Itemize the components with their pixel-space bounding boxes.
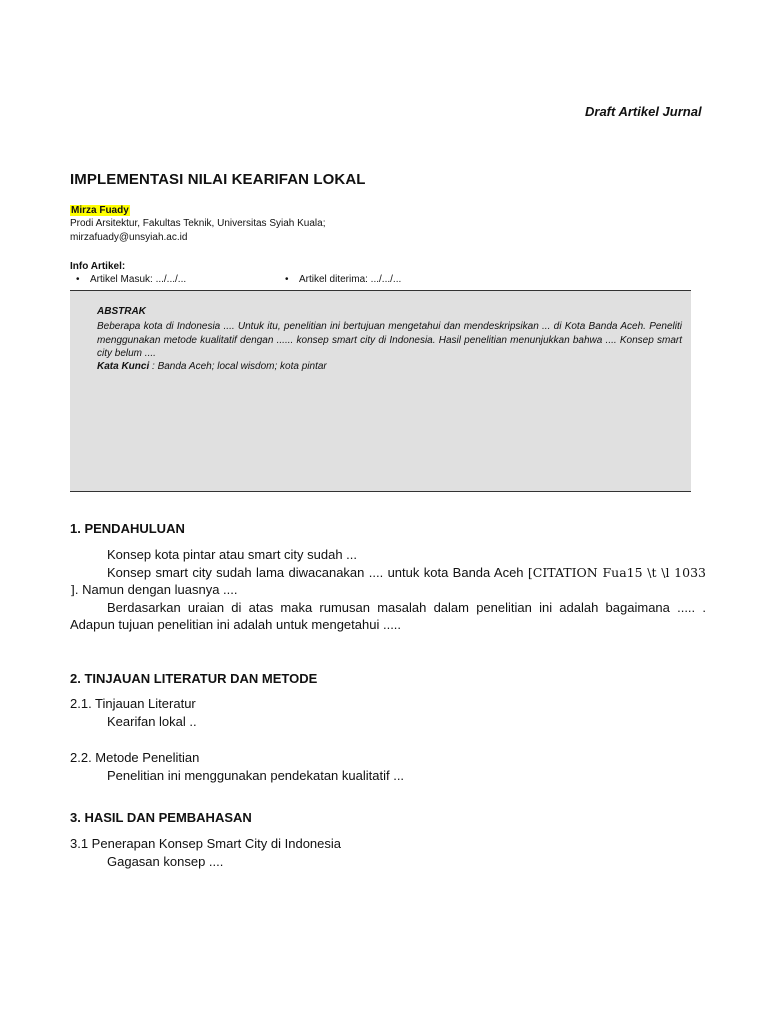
subsection-3-1-heading: 3.1 Penerapan Konsep Smart City di Indonesia <box>70 836 342 851</box>
bullet-icon: • <box>285 274 289 285</box>
paragraph-text: Konsep smart city sudah lama diwacanakan .... untuk kota Banda Aceh <box>107 564 528 580</box>
author-email: mirzafuady@unsyiah.ac.id <box>70 232 188 243</box>
info-item-text: Artikel diterima: .../.../... <box>299 274 402 285</box>
author-name: Mirza Fuady <box>71 205 129 216</box>
article-title: IMPLEMENTASI NILAI KEARIFAN LOKAL <box>70 171 366 188</box>
info-item-accepted <box>285 274 401 285</box>
bullet-icon: • <box>76 274 80 285</box>
keywords <box>97 361 327 372</box>
info-item-submitted <box>76 274 186 285</box>
paragraph: Berdasarkan uraian di atas maka rumusan masalah dalam penelitian ini adalah bagaimana ..... . Adapun tujuan penelitian ini adalah untuk mengetahui ..... <box>70 599 706 632</box>
keywords-label: Kata Kunci <box>97 361 150 372</box>
subsection-2-2-heading: 2.2. Metode Penelitian <box>70 750 200 765</box>
keywords-separator: : <box>149 361 158 372</box>
abstract-text: Beberapa kota di Indonesia .... Untuk itu, penelitian ini bertujuan mengetahui dan mendeskripsikan ... di Kota Banda Aceh. Peneliti menggunakan metode kualitatif dengan ...... konsep smart city di Indonesia. Hasil penelitian menunjukkan bahwa .... Konsep smart city belum .... <box>97 321 682 359</box>
section-3-heading: 3. HASIL DAN PEMBAHASAN <box>70 810 252 825</box>
section-1-heading: 1. PENDAHULUAN <box>70 521 185 536</box>
author-affiliation: Prodi Arsitektur, Fakultas Teknik, Universitas Syiah Kuala; <box>70 218 326 229</box>
subsection-2-1-text: Kearifan lokal .. <box>107 714 197 729</box>
info-item-text: Artikel Masuk: .../.../... <box>90 274 187 285</box>
info-label: Info Artikel: <box>70 261 126 272</box>
subsection-2-2-text: Penelitian ini menggunakan pendekatan kualitatif ... <box>107 768 405 783</box>
section-1-body <box>70 546 706 634</box>
subsection-2-1-heading: 2.1. Tinjauan Literatur <box>70 696 196 711</box>
abstract-box <box>70 290 691 492</box>
draft-label: Draft Artikel Jurnal <box>585 104 702 119</box>
paragraph: Konsep kota pintar atau smart city sudah ... <box>107 547 358 562</box>
citation-field: [CITATION Fua15 \t \l 1033 ] <box>70 564 706 597</box>
keywords-values: Banda Aceh; local wisdom; kota pintar <box>157 361 327 372</box>
subsection-3-1-text: Gagasan konsep .... <box>107 854 224 869</box>
abstract-heading: ABSTRAK <box>97 306 146 317</box>
section-2-heading: 2. TINJAUAN LITERATUR DAN METODE <box>70 671 318 686</box>
paragraph-text: . Namun dengan luasnya .... <box>74 582 238 597</box>
paragraph-citation <box>70 564 706 599</box>
